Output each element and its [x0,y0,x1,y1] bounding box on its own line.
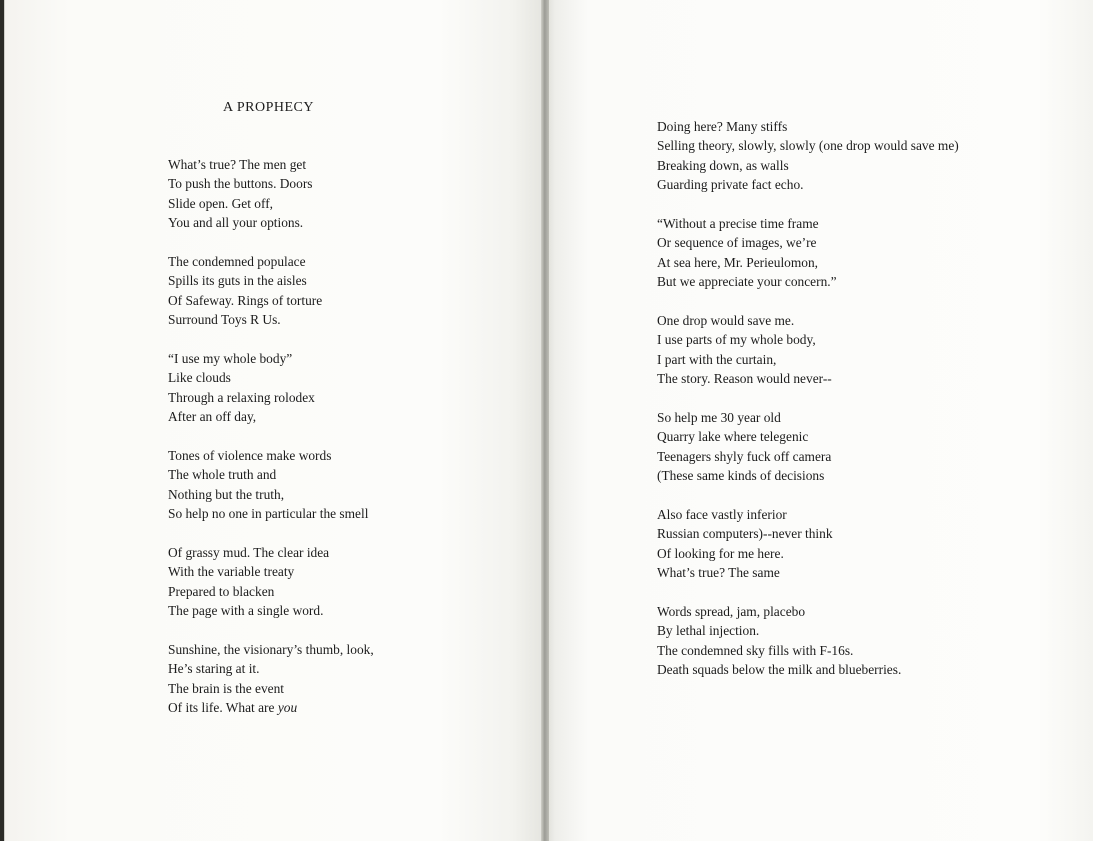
poem-line: So help no one in particular the smell [168,506,369,522]
stanza [168,446,374,524]
poem-line: Breaking down, as walls [657,157,789,173]
left-poem-column [168,155,374,737]
poem-title: A PROPHECY [223,100,314,115]
stanza [168,252,374,330]
poem-line: Quarry lake where telegenic [657,429,809,445]
book-gutter [541,0,549,841]
stanza [168,155,374,233]
poem-line: To push the buttons. Doors [168,176,313,192]
poem-line: You and all your options. [168,215,304,231]
poem-line: Russian computers)--never think [657,526,833,542]
poem-line: Teenagers shyly fuck off camera [657,448,832,464]
poem-line: Through a relaxing rolodex [168,389,315,405]
poem-line: Tones of violence make words [168,448,332,464]
poem-line: So help me 30 year old [657,410,781,426]
poem-line: He’s staring at it. [168,661,260,677]
stanza [657,311,959,389]
stanza [657,408,959,486]
poem-line: What’s true? The same [657,565,780,581]
stanza [657,602,959,680]
poem-line: The page with a single word. [168,603,324,619]
poem-line: Nothing but the truth, [168,486,285,502]
stanza [168,543,374,621]
right-poem-column [657,117,959,699]
poem-line: Guarding private fact echo. [657,177,804,193]
poem-line: Surround Toys R Us. [168,312,281,328]
poem-line: “Without a precise time frame [657,216,819,232]
poem-line: “I use my whole body” [168,351,293,367]
poem-line-last [168,698,374,717]
poem-line: The whole truth and [168,467,277,483]
emphasized-word: you [277,700,298,716]
poem-line: The brain is the event [168,680,285,696]
poem-line: The story. Reason would never-- [657,371,832,387]
poem-line: What’s true? The men get [168,157,307,172]
poem-line: I use parts of my whole body, [657,332,816,348]
poem-line: But we appreciate your concern.” [657,274,837,290]
poem-line: (These same kinds of decisions [657,468,825,484]
poem-line: Selling theory, slowly, slowly (one drop would save me) [657,138,959,154]
poem-line: After an off day, [168,409,257,425]
poem-line: Also face vastly inferior [657,507,787,523]
poem-line: Or sequence of images, we’re [657,235,817,251]
poem-line: With the variable treaty [168,564,295,580]
poem-line: By lethal injection. [657,623,760,639]
poem-line: Of Safeway. Rings of torture [168,292,323,308]
poem-line: Slide open. Get off, [168,195,273,211]
stanza [168,349,374,427]
poem-line: Prepared to blacken [168,583,275,599]
poem-line: Of looking for me here. [657,545,784,561]
poem-line: Sunshine, the visionary’s thumb, look, [168,642,374,658]
poem-line: The condemned sky fills with F-16s. [657,642,854,658]
poem-line: Of grassy mud. The clear idea [168,545,330,561]
poem-line: One drop would save me. [657,313,795,329]
stanza [168,640,374,718]
poem-line: Spills its guts in the aisles [168,273,307,289]
stanza [657,505,959,583]
poem-line: Words spread, jam, placebo [657,604,806,620]
stanza [657,117,959,195]
poem-line: Death squads below the milk and blueberries. [657,662,902,678]
poem-line: I part with the curtain, [657,351,777,367]
poem-line: At sea here, Mr. Perieulomon, [657,254,819,270]
poem-line: The condemned populace [168,254,306,270]
stanza [657,214,959,292]
poem-line-text: Of its life. What are [168,700,275,716]
poem-line: Doing here? Many stiffs [657,119,788,134]
poem-line: Like clouds [168,370,231,386]
